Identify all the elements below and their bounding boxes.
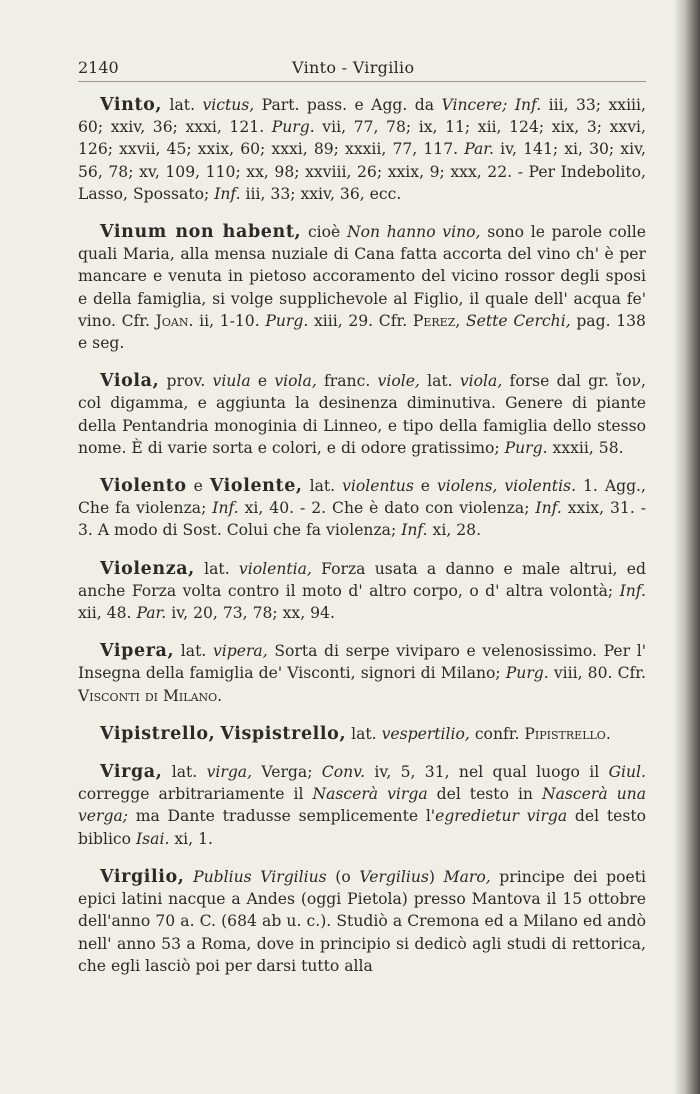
entry-definition: lat. violentia, Forza usata a danno e male altrui, ed anche Forza volta contro il moto d' altro corpo, o d' altra volontà; Inf. xii, 48. Par. iv, 20, 73, 78; xx, 94. [78,559,646,623]
headword: Violento [100,476,187,497]
header-rule [78,81,646,82]
entry-vinum-non-habent [78,221,646,354]
entry-definition: lat. virga, Verga; Conv. iv, 5, 31, nel qual luogo il Giul. corregge arbitrariamente il Nascerà virga del testo in Nascerà una verga; ma Dante tradusse semplicemente l'egredietur virga del testo biblico Isai. xi, 1. [78,763,646,848]
entry-virgilio [78,866,646,977]
page-number: 2140 [78,58,119,77]
entry-definition: lat. vespertilio, confr. Pipistrello. [351,724,611,743]
entry-vinto [78,94,646,205]
headword-variant: Vispistrello, [220,723,347,744]
entry-vipera [78,640,646,707]
running-title: Vinto - Virgilio [292,58,415,77]
entry-definition: Publius Virgilius (o Vergilius) Maro, principe dei poeti epici latini nacque a Andes (oggi Pietola) presso Mantova il 15 ottobre dell'anno 70 a. C. (684 ab u. c.). Studiò a Cremona ed a Milano ed andò nell' anno 53 a Roma, dove in principio si dedicò agli studi di rettorica, che egli lasciò poi per darsi tutto alla [78,867,646,975]
entry-vipistrello [78,723,646,745]
page-edge-shadow [674,0,700,1094]
headword: Vinum non habent, [100,222,302,243]
entry-list [78,94,646,993]
entry-definition: lat. victus, Part. pass. e Agg. da Vincere; Inf. iii, 33; xxiii, 60; xxiv, 36; xxxi, 121. Purg. vii, 77, 78; ix, 11; xii, 124; xix, 3; xxvi, 126; xxvii, 45; xxix, 60; xxxi, 89; xxxii, 77, 117. Par. iv, 141; xi, 30; xiv, 56, 78; xv, 109, 110; xx, 98; xxviii, 26; xxix, 9; xxx, 22. - Per Indebolito, Lasso, Spossato; Inf. iii, 33; xxiv, 36, ecc. [78,96,646,203]
headword: Vipera, [100,641,175,662]
headword: Virgilio, [100,866,185,887]
entry-definition: prov. viula e viola, franc. viole, lat. viola, forse dal gr. ἴον, col digamma, e aggiunta la desinenza diminutiva. Genere di piante della Pentandria monoginia di Linneo, e tipo della famiglia dello stesso nome. È di varie sorta e colori, e di odore gratissimo; Purg. xxxii, 58. [78,372,646,457]
headword: Viola, [100,371,160,392]
entry-viola [78,370,646,459]
entry-violenza [78,558,646,625]
headword: Violenza, [100,558,195,579]
entry-definition: lat. vipera, Sorta di serpe viviparo e velenosissimo. Per l' Insegna della famiglia de' Visconti, signori di Milano; Purg. viii, 80. Cfr. Visconti di Milano. [78,642,646,705]
headword: Virga, [100,762,163,783]
entry-definition: lat. violentus e violens, violentis. 1. Agg., Che fa violenza; Inf. xi, 40. - 2. Che è dato con violenza; Inf. xxix, 31. - 3. A modo di Sost. Colui che fa violenza; Inf. xi, 28. [78,477,646,540]
headword: Vipistrello, [100,723,216,744]
entry-virga [78,761,646,850]
headword: Vinto, [100,95,163,115]
page-header [78,58,646,82]
headword-variant: Violente, [209,476,303,497]
entry-definition: cioè Non hanno vino, sono le parole colle quali Maria, alla mensa nuziale di Cana fatta accorta del vino ch' è per mancare e venuta in pietoso accoramento del vicino rossor degli sposi e della famiglia, si volge supplichevole al Figlio, il quale dell' acqua fe' vino. Cfr. Joan. ii, 1-10. Purg. xiii, 29. Cfr. Perez, Sette Cerchi, pag. 138 e seg. [78,223,647,353]
entry-violento: Violento e Violente, lat. violentus e violens, violentis. 1. Agg., Che fa violenza; Inf. xi, 40. - 2. Che è dato con violenza; Inf. xxix, 31. - 3. A modo di Sost. Colui che fa violenza; Inf. xi, 28. [78,476,646,540]
